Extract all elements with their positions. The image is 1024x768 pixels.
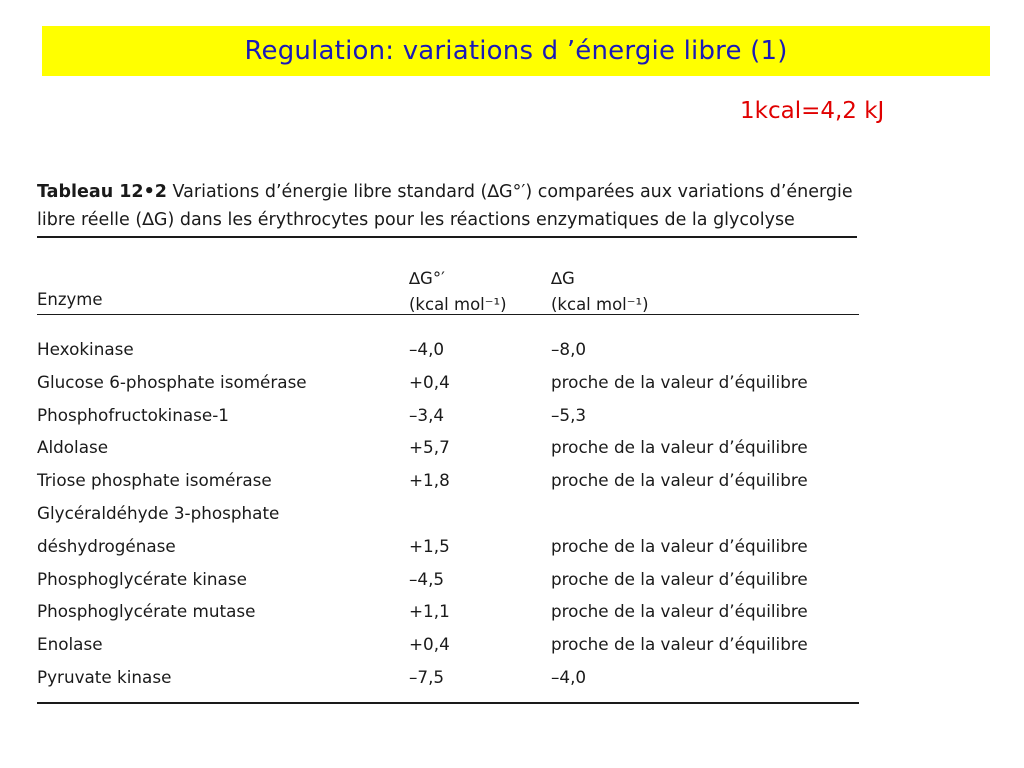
unit-conversion-note: 1kcal=4,2 kJ	[740, 98, 885, 124]
cell-dg0: –4,5	[409, 568, 445, 589]
table-row	[37, 595, 859, 628]
cell-enzyme: Glucose 6-phosphate isomérase	[37, 371, 307, 392]
cell-enzyme: Phosphoglycérate mutase	[37, 601, 256, 622]
table-row	[37, 333, 859, 366]
cell-dg: proche de la valeur d’équilibre	[551, 601, 808, 622]
header-standard-free-energy	[409, 266, 507, 318]
cell-dg0: –7,5	[409, 666, 445, 687]
cell-dg: proche de la valeur d’équilibre	[551, 371, 808, 392]
cell-dg0: –3,4	[409, 404, 445, 425]
cell-dg: proche de la valeur d’équilibre	[551, 568, 808, 589]
cell-enzyme: Aldolase	[37, 437, 109, 458]
table-caption	[37, 178, 857, 238]
table-caption-label: Tableau 12•2	[37, 182, 167, 202]
cell-dg0: –4,0	[409, 339, 445, 359]
cell-enzyme: Enolase	[37, 634, 103, 655]
cell-enzyme: déshydrogénase	[37, 535, 176, 556]
table-row	[37, 464, 859, 497]
cell-dg0: +1,8	[409, 470, 450, 491]
cell-dg0: +5,7	[409, 437, 450, 458]
table-row	[37, 399, 859, 432]
header-dg0-symbol: ∆G°′	[409, 269, 445, 288]
cell-dg: –8,0	[551, 339, 587, 359]
cell-dg0: +0,4	[409, 371, 450, 392]
cell-enzyme: Triose phosphate isomérase	[37, 470, 272, 491]
slide-title: Regulation: variations d ’énergie libre (1)	[244, 36, 788, 66]
table-row	[37, 563, 859, 596]
header-enzyme: Enzyme	[37, 290, 103, 309]
cell-dg: –5,3	[551, 404, 587, 425]
table-row	[37, 628, 859, 661]
cell-enzyme: Phosphoglycérate kinase	[37, 568, 247, 589]
cell-dg: –4,0	[551, 666, 587, 687]
header-dg0-unit: (kcal mol⁻¹)	[409, 295, 507, 314]
table-body	[37, 315, 859, 704]
cell-dg0: +1,5	[409, 535, 450, 556]
cell-dg: proche de la valeur d’équilibre	[551, 470, 808, 491]
table-row	[37, 431, 859, 464]
table-row	[37, 366, 859, 399]
cell-dg: proche de la valeur d’équilibre	[551, 634, 808, 655]
table-row	[37, 661, 859, 694]
table-caption-text: Variations d’énergie libre standard (∆G°′) comparées aux variations d’énergie libre réelle (∆G) dans les érythrocytes pour les réactions enzymatiques de la glycolyse	[37, 182, 853, 230]
header-dg-unit: (kcal mol⁻¹)	[551, 295, 649, 314]
table-header	[37, 238, 859, 315]
cell-enzyme: Phosphofructokinase-1	[37, 404, 229, 425]
title-bar	[42, 26, 990, 76]
cell-dg0: +1,1	[409, 601, 450, 622]
header-dg-symbol: ∆G	[551, 269, 575, 288]
cell-enzyme: Hexokinase	[37, 339, 134, 359]
cell-dg0: +0,4	[409, 634, 450, 655]
enzyme-table	[37, 178, 859, 704]
cell-dg: proche de la valeur d’équilibre	[551, 437, 808, 458]
table-row	[37, 530, 859, 563]
table-row	[37, 497, 859, 530]
cell-enzyme: Glycéraldéhyde 3-phosphate	[37, 502, 280, 523]
header-actual-free-energy	[551, 266, 649, 318]
cell-enzyme: Pyruvate kinase	[37, 666, 172, 687]
cell-dg: proche de la valeur d’équilibre	[551, 535, 808, 556]
